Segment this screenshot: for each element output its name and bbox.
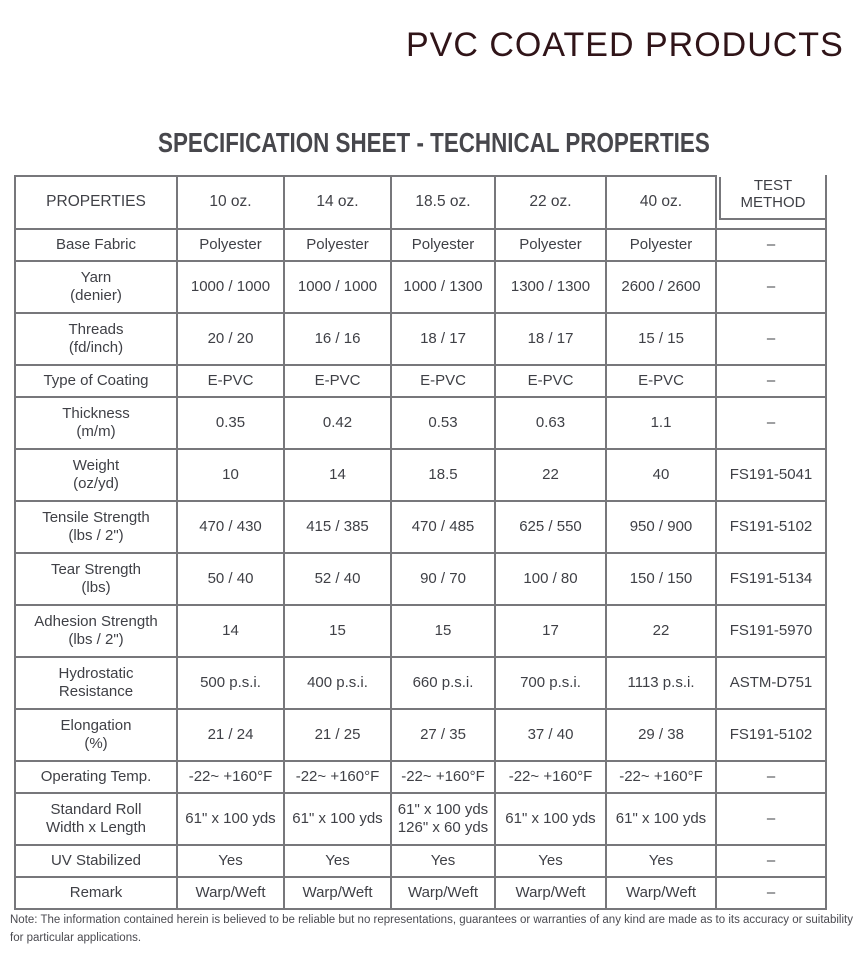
cell-text-line: 18 / 17 <box>420 329 466 347</box>
cell-text-line: – <box>766 277 776 295</box>
value-cell <box>284 845 391 877</box>
value-cell <box>495 261 606 313</box>
cell-text-line: 61" x 100 yds <box>292 809 383 827</box>
cell-text-line: 14 <box>329 465 346 483</box>
cell-text-line: 10 <box>222 465 239 483</box>
value-cell <box>177 261 284 313</box>
cell-text-line: Yes <box>218 851 243 869</box>
row-label-cell <box>15 553 177 605</box>
cell-text-line: 2600 / 2600 <box>621 277 701 295</box>
value-cell <box>495 761 606 793</box>
cell-text-line: (oz/yd) <box>73 475 119 492</box>
cell-text-line: 18.5 oz. <box>415 193 471 211</box>
table-row <box>15 845 826 877</box>
cell-text-line: Standard Roll <box>50 800 142 818</box>
value-cell <box>606 877 716 909</box>
cell-text-line: 40 oz. <box>639 193 683 211</box>
value-cell <box>495 845 606 877</box>
value-cell <box>284 553 391 605</box>
cell-text-line: 61" x 100 yds <box>397 800 489 818</box>
cell-text-line: 470 / 485 <box>411 517 475 535</box>
row-label-cell <box>15 877 177 909</box>
test-method-cell <box>716 313 826 365</box>
value-cell <box>391 845 495 877</box>
cell-text-line: Threads <box>68 320 124 338</box>
cell-text-line: FS191-5970 <box>729 621 813 639</box>
value-cell <box>606 365 716 397</box>
cell-text-line: 0.42 <box>322 413 353 431</box>
test-method-cell <box>716 365 826 397</box>
value-cell <box>177 397 284 449</box>
cell-text-line: 50 / 40 <box>207 569 254 587</box>
row-label-cell <box>15 793 177 845</box>
value-cell <box>284 761 391 793</box>
value-cell <box>495 657 606 709</box>
cell-text-line: (fd/inch) <box>68 339 124 356</box>
table-row <box>15 709 826 761</box>
test-method-cell <box>716 657 826 709</box>
value-cell <box>606 709 716 761</box>
cell-text-line: Thickness <box>62 404 130 422</box>
cell-text-line: 10 oz. <box>209 193 252 211</box>
spec-table-body <box>15 229 826 909</box>
row-label-cell <box>15 365 177 397</box>
cell-text-line: (m/m) <box>76 423 116 440</box>
cell-text-line: Hydrostatic <box>58 664 134 682</box>
value-cell <box>495 229 606 261</box>
value-cell <box>284 793 391 845</box>
cell-text-line: Tear Strength <box>50 560 142 578</box>
row-label-cell <box>15 229 177 261</box>
cell-text-line: E-PVC <box>420 371 466 389</box>
cell-text-line: 400 p.s.i. <box>307 673 368 691</box>
value-cell <box>284 313 391 365</box>
table-row <box>15 501 826 553</box>
table-row <box>15 877 826 909</box>
row-label-cell <box>15 761 177 793</box>
table-row <box>15 365 826 397</box>
value-cell <box>606 501 716 553</box>
spec-table <box>14 175 827 910</box>
value-cell <box>391 553 495 605</box>
cell-text-line: E-PVC <box>638 371 684 389</box>
cell-text-line: -22~ +160°F <box>401 767 485 785</box>
cell-text-line: 61" x 100 yds <box>185 809 276 827</box>
value-cell <box>495 793 606 845</box>
value-cell <box>391 761 495 793</box>
value-cell <box>391 877 495 909</box>
cell-text-line: 14 <box>222 621 239 639</box>
cell-text-line: E-PVC <box>314 371 361 389</box>
cell-text-line: 0.63 <box>535 413 566 431</box>
value-cell <box>177 553 284 605</box>
cell-text-line: – <box>766 883 776 901</box>
value-cell <box>391 793 495 845</box>
value-cell <box>495 397 606 449</box>
cell-text-line: Polyester <box>519 235 582 253</box>
value-cell <box>177 449 284 501</box>
cell-text-line: 15 <box>434 621 452 639</box>
cell-text-line: 415 / 385 <box>306 517 369 535</box>
row-label-cell <box>15 397 177 449</box>
value-cell <box>177 877 284 909</box>
cell-text-line: (%) <box>84 735 108 752</box>
row-label-cell <box>15 261 177 313</box>
cell-text-line: 470 / 430 <box>199 517 262 535</box>
cell-text-line: Polyester <box>411 235 475 253</box>
cell-text-line: 22 oz. <box>529 193 572 211</box>
cell-text-line: PROPERTIES <box>46 193 146 211</box>
cell-text-line: 52 / 40 <box>314 569 361 587</box>
header-row <box>15 176 826 229</box>
value-cell <box>177 793 284 845</box>
spec-sheet-heading: SPECIFICATION SHEET - TECHNICAL PROPERTIES <box>158 127 710 158</box>
value-cell <box>177 845 284 877</box>
value-cell <box>177 365 284 397</box>
test-method-header-box <box>719 176 826 220</box>
cell-text-line: FS191-5134 <box>729 569 813 587</box>
cell-text-line: -22~ +160°F <box>508 767 593 785</box>
cell-text-line: 20 / 20 <box>207 329 254 347</box>
value-cell <box>391 709 495 761</box>
cell-text-line: UV Stabilized <box>50 851 142 869</box>
cell-text-line: FS191-5102 <box>729 517 813 535</box>
weight-column-header <box>606 176 716 229</box>
cell-text-line: – <box>766 329 776 347</box>
cell-text-line: 150 / 150 <box>629 569 693 587</box>
weight-column-header <box>177 176 284 229</box>
table-row <box>15 553 826 605</box>
table-row <box>15 761 826 793</box>
cell-text-line: (lbs / 2") <box>68 631 124 648</box>
cell-text-line: Warp/Weft <box>302 883 373 901</box>
cell-text-line: Yes <box>648 851 674 869</box>
cell-text-line: Weight <box>72 456 120 474</box>
cell-text-line: 29 / 38 <box>638 725 684 743</box>
value-cell <box>391 229 495 261</box>
spec-table-head <box>15 176 826 229</box>
value-cell <box>606 605 716 657</box>
cell-text-line: 1000 / 1000 <box>190 277 271 295</box>
value-cell <box>495 313 606 365</box>
cell-text-line: Yes <box>430 851 456 869</box>
cell-text-line: Polyester <box>306 235 369 253</box>
value-cell <box>606 761 716 793</box>
cell-text-line: 22 <box>652 621 670 639</box>
cell-text-line: 1000 / 1000 <box>297 277 378 295</box>
value-cell <box>495 709 606 761</box>
test-method-cell <box>716 449 826 501</box>
value-cell <box>284 261 391 313</box>
cell-text-line: 18.5 <box>428 465 458 483</box>
cell-text-line: 37 / 40 <box>527 725 574 743</box>
cell-text-line: 625 / 550 <box>519 517 582 535</box>
test-method-cell <box>716 261 826 313</box>
cell-text-line: 0.53 <box>428 413 458 431</box>
row-label-cell <box>15 501 177 553</box>
test-method-cell <box>716 793 826 845</box>
value-cell <box>606 261 716 313</box>
cell-text-line: Polyester <box>629 235 693 253</box>
cell-text-line: Warp/Weft <box>195 883 266 901</box>
table-row <box>15 397 826 449</box>
cell-text-line: 21 / 25 <box>314 725 361 743</box>
cell-text-line: Yes <box>538 851 563 869</box>
cell-text-line: – <box>766 371 776 389</box>
value-cell <box>177 605 284 657</box>
cell-text-line: Remark <box>69 883 123 901</box>
cell-text-line: METHOD <box>740 194 806 211</box>
table-row <box>15 449 826 501</box>
cell-text-line: Adhesion Strength <box>34 612 158 630</box>
cell-text-line: ASTM-D751 <box>729 673 813 691</box>
cell-text-line: (lbs / 2") <box>68 527 124 544</box>
cell-text-line: E-PVC <box>207 371 254 389</box>
cell-text-line: 126" x 60 yds <box>397 819 489 836</box>
test-method-cell <box>716 397 826 449</box>
value-cell <box>177 709 284 761</box>
cell-text-line: 21 / 24 <box>207 725 254 743</box>
cell-text-line: Polyester <box>199 235 262 253</box>
row-label-cell <box>15 657 177 709</box>
value-cell <box>606 313 716 365</box>
cell-text-line: 660 p.s.i. <box>412 673 474 691</box>
cell-text-line: Tensile Strength <box>42 508 150 526</box>
value-cell <box>391 449 495 501</box>
cell-text-line: 15 / 15 <box>638 329 684 347</box>
value-cell <box>606 845 716 877</box>
cell-text-line: 950 / 900 <box>629 517 693 535</box>
cell-text-line: 15 <box>329 621 346 639</box>
cell-text-line: Operating Temp. <box>40 767 152 785</box>
value-cell <box>177 657 284 709</box>
value-cell <box>606 657 716 709</box>
cell-text-line: 700 p.s.i. <box>520 673 581 691</box>
cell-text-line: 1.1 <box>650 413 672 431</box>
cell-text-line: (lbs) <box>81 579 111 596</box>
cell-text-line: – <box>766 767 776 785</box>
value-cell <box>606 793 716 845</box>
table-row <box>15 605 826 657</box>
cell-text-line: E-PVC <box>527 371 574 389</box>
value-cell <box>391 261 495 313</box>
test-method-cell <box>716 553 826 605</box>
test-method-cell <box>716 501 826 553</box>
table-row <box>15 229 826 261</box>
test-method-cell <box>716 845 826 877</box>
cell-text-line: (denier) <box>70 287 122 304</box>
cell-text-line: -22~ +160°F <box>619 767 703 785</box>
cell-text-line: – <box>766 851 776 869</box>
value-cell <box>391 313 495 365</box>
value-cell <box>284 709 391 761</box>
cell-text-line: – <box>766 413 776 431</box>
cell-text-line: Warp/Weft <box>625 883 696 901</box>
properties-header-cell <box>15 176 177 229</box>
value-cell <box>495 449 606 501</box>
cell-text-line: 1113 p.s.i. <box>627 673 695 691</box>
weight-column-header <box>495 176 606 229</box>
test-method-cell <box>716 229 826 261</box>
value-cell <box>606 397 716 449</box>
value-cell <box>391 605 495 657</box>
cell-text-line: 100 / 80 <box>523 569 578 587</box>
cell-text-line: Type of Coating <box>43 371 149 389</box>
row-label-cell <box>15 313 177 365</box>
table-row <box>15 261 826 313</box>
value-cell <box>495 877 606 909</box>
value-cell <box>284 397 391 449</box>
value-cell <box>284 605 391 657</box>
cell-text-line: 1000 / 1300 <box>403 277 483 295</box>
value-cell <box>284 449 391 501</box>
row-label-cell <box>15 449 177 501</box>
page-title: PVC COATED PRODUCTS <box>406 26 844 64</box>
value-cell <box>606 449 716 501</box>
cell-text-line: Base Fabric <box>55 235 137 253</box>
cell-text-line: 90 / 70 <box>420 569 466 587</box>
value-cell <box>495 365 606 397</box>
cell-text-line: 16 / 16 <box>314 329 361 347</box>
cell-text-line: 61" x 100 yds <box>505 809 596 827</box>
value-cell <box>284 229 391 261</box>
cell-text-line: 14 oz. <box>316 193 359 211</box>
footnote: Note: The information contained herein is believed to be reliable but no representations, guarantees or warranties of any kind are made as to its accuracy or suitability for particular applications. <box>10 914 853 945</box>
row-label-cell <box>15 845 177 877</box>
weight-column-header <box>391 176 495 229</box>
cell-text-line: 27 / 35 <box>420 725 466 743</box>
value-cell <box>391 365 495 397</box>
test-method-cell <box>716 709 826 761</box>
cell-text-line: Elongation <box>60 716 132 734</box>
cell-text-line: – <box>766 809 776 827</box>
cell-text-line: 0.35 <box>215 413 246 431</box>
row-label-cell <box>15 605 177 657</box>
value-cell <box>177 761 284 793</box>
cell-text-line: – <box>766 235 776 253</box>
value-cell <box>391 657 495 709</box>
value-cell <box>606 553 716 605</box>
weight-column-header <box>284 176 391 229</box>
cell-text-line: -22~ +160°F <box>188 767 273 785</box>
test-method-header-cell <box>716 176 826 229</box>
cell-text-line: 22 <box>542 465 559 483</box>
value-cell <box>606 229 716 261</box>
test-method-cell <box>716 605 826 657</box>
cell-text-line: 500 p.s.i. <box>200 673 261 691</box>
cell-text-line: Yarn <box>80 268 112 286</box>
value-cell <box>177 501 284 553</box>
table-row <box>15 657 826 709</box>
cell-text-line: FS191-5041 <box>729 465 813 483</box>
value-cell <box>177 313 284 365</box>
value-cell <box>495 553 606 605</box>
value-cell <box>284 657 391 709</box>
value-cell <box>177 229 284 261</box>
value-cell <box>495 501 606 553</box>
test-method-cell <box>716 761 826 793</box>
cell-text-line: TEST <box>753 177 793 195</box>
value-cell <box>284 501 391 553</box>
value-cell <box>284 877 391 909</box>
test-method-cell <box>716 877 826 909</box>
value-cell <box>391 397 495 449</box>
cell-text-line: 61" x 100 yds <box>615 809 707 827</box>
cell-text-line: Warp/Weft <box>515 883 586 901</box>
cell-text-line: FS191-5102 <box>729 725 813 743</box>
cell-text-line: 18 / 17 <box>527 329 574 347</box>
table-row <box>15 793 826 845</box>
cell-text-line: Width x Length <box>45 819 147 836</box>
value-cell <box>495 605 606 657</box>
cell-text-line: Yes <box>325 851 350 869</box>
table-row <box>15 313 826 365</box>
value-cell <box>284 365 391 397</box>
cell-text-line: Warp/Weft <box>407 883 478 901</box>
row-label-cell <box>15 709 177 761</box>
cell-text-line: 40 <box>652 465 670 483</box>
cell-text-line: -22~ +160°F <box>295 767 380 785</box>
value-cell <box>391 501 495 553</box>
cell-text-line: 1300 / 1300 <box>510 277 591 295</box>
cell-text-line: 17 <box>542 621 559 639</box>
cell-text-line: Resistance <box>58 683 134 700</box>
